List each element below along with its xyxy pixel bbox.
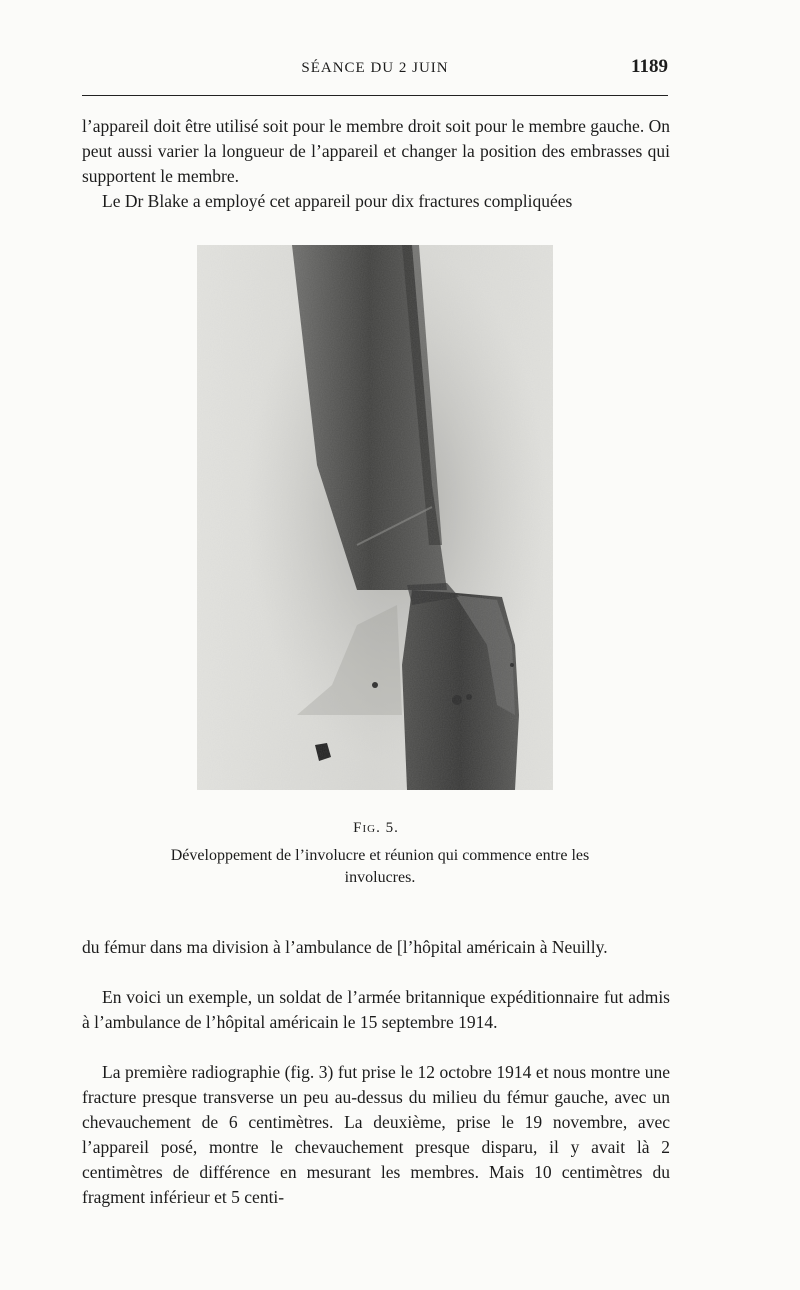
paragraph-continuation: l’appareil doit être utilisé soit pour le membre droit soit pour le membre gauche. On peut aussi varier la longueur de l’appareil et changer la position des embrasses qui supportent le membre. <box>82 116 670 186</box>
paragraph-femur: du fémur dans ma division à l’ambulance de [l’hôpital américain à Neuilly. <box>82 937 608 957</box>
page-number: 1189 <box>631 56 668 77</box>
xray-image <box>197 245 553 790</box>
header-title: SÉANCE DU 2 JUIN <box>301 60 449 76</box>
paragraph-radiography: La première radiographie (fig. 3) fut prise le 12 octobre 1914 et nous montre une fracture presque transverse un peu au-dessus du milieu du fémur gauche, avec un chevauchement de 6 centimètres. La deuxième, prise le 19 novembre, avec l’appareil posé, montre le chevauchement presque disparu, il y avait là 2 centimètres de différence en mesurant les membres. Mais 10 centimètres du fragment inférieur et 5 centi- <box>82 1062 670 1207</box>
figure-label: Fig. 5. <box>353 820 399 836</box>
xray-figure <box>197 245 553 790</box>
running-header <box>82 56 668 88</box>
header-rule <box>82 95 668 96</box>
figure-caption: Développement de l’involucre et réunion qui commence entre les involucres. <box>170 847 590 886</box>
paragraph-example: En voici un exemple, un soldat de l’armée britannique expéditionnaire fut admis à l’ambulance de l’hôpital américain le 15 septembre 1914. <box>82 987 670 1032</box>
paragraph-blake: Le Dr Blake a employé cet appareil pour dix fractures compliquées <box>102 191 573 211</box>
